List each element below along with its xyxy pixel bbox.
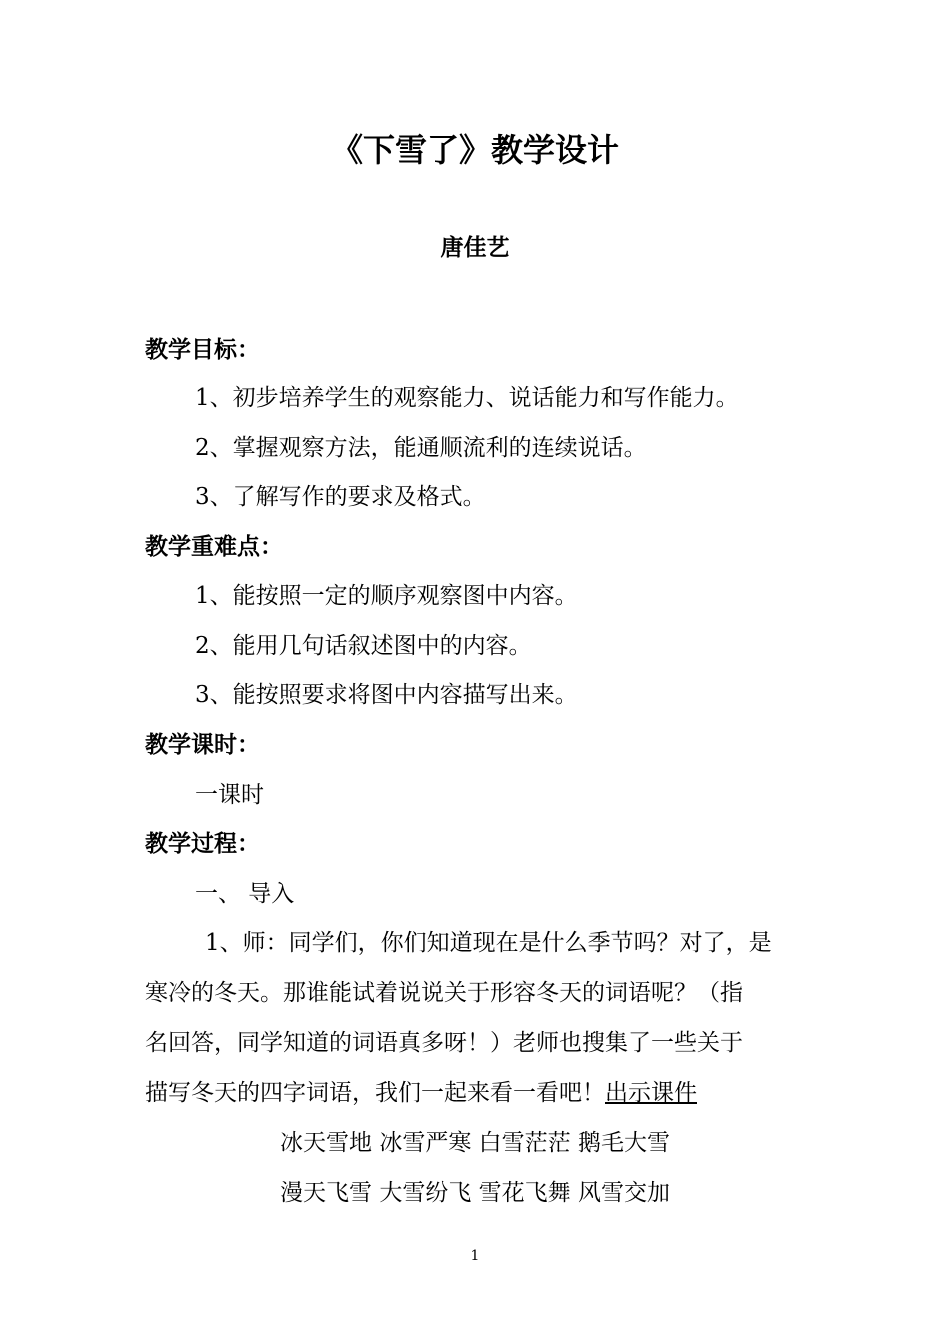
page-number: 1	[470, 1248, 480, 1264]
section-heading-hours: 教学课时：	[145, 732, 260, 758]
section-heading-goals: 教学目标：	[145, 337, 260, 363]
paragraph-line: 寒冷的冬天。那谁能试着说说关于形容冬天的词语呢？（指	[145, 980, 743, 1006]
goal-item: 2、掌握观察方法，能通顺流利的连续说话。	[195, 435, 647, 461]
paragraph-line: 1、师：同学们，你们知道现在是什么季节吗？对了，是	[205, 930, 772, 956]
key-point-item: 1、能按照一定的顺序观察图中内容。	[195, 583, 578, 609]
section-heading-key-points: 教学重难点：	[145, 534, 283, 560]
process-step-intro: 一、 导入	[195, 881, 295, 907]
goal-item: 1、初步培养学生的观察能力、说话能力和写作能力。	[195, 385, 739, 411]
winter-words-line: 漫天飞雪 大雪纷飞 雪花飞舞 风雪交加	[280, 1180, 670, 1206]
section-heading-process: 教学过程：	[145, 831, 260, 857]
key-point-item: 2、能用几句话叙述图中的内容。	[195, 633, 532, 659]
hours-text: 一课时	[195, 782, 264, 808]
document-title: 《下雪了》教学设计	[330, 131, 619, 169]
key-point-item: 3、能按照要求将图中内容描写出来。	[195, 682, 578, 708]
courseware-link: 出示课件	[605, 1080, 697, 1106]
winter-words-line: 冰天雪地 冰雪严寒 白雪茫茫 鹅毛大雪	[280, 1130, 670, 1156]
paragraph-text: 描写冬天的四字词语，我们一起来看一看吧！	[145, 1080, 605, 1106]
paragraph-line: 名回答，同学知道的词语真多呀！）老师也搜集了一些关于	[145, 1030, 743, 1056]
goal-item: 3、了解写作的要求及格式。	[195, 484, 486, 510]
author-name: 唐佳艺	[440, 235, 510, 261]
paragraph-line-last	[145, 1075, 697, 1111]
